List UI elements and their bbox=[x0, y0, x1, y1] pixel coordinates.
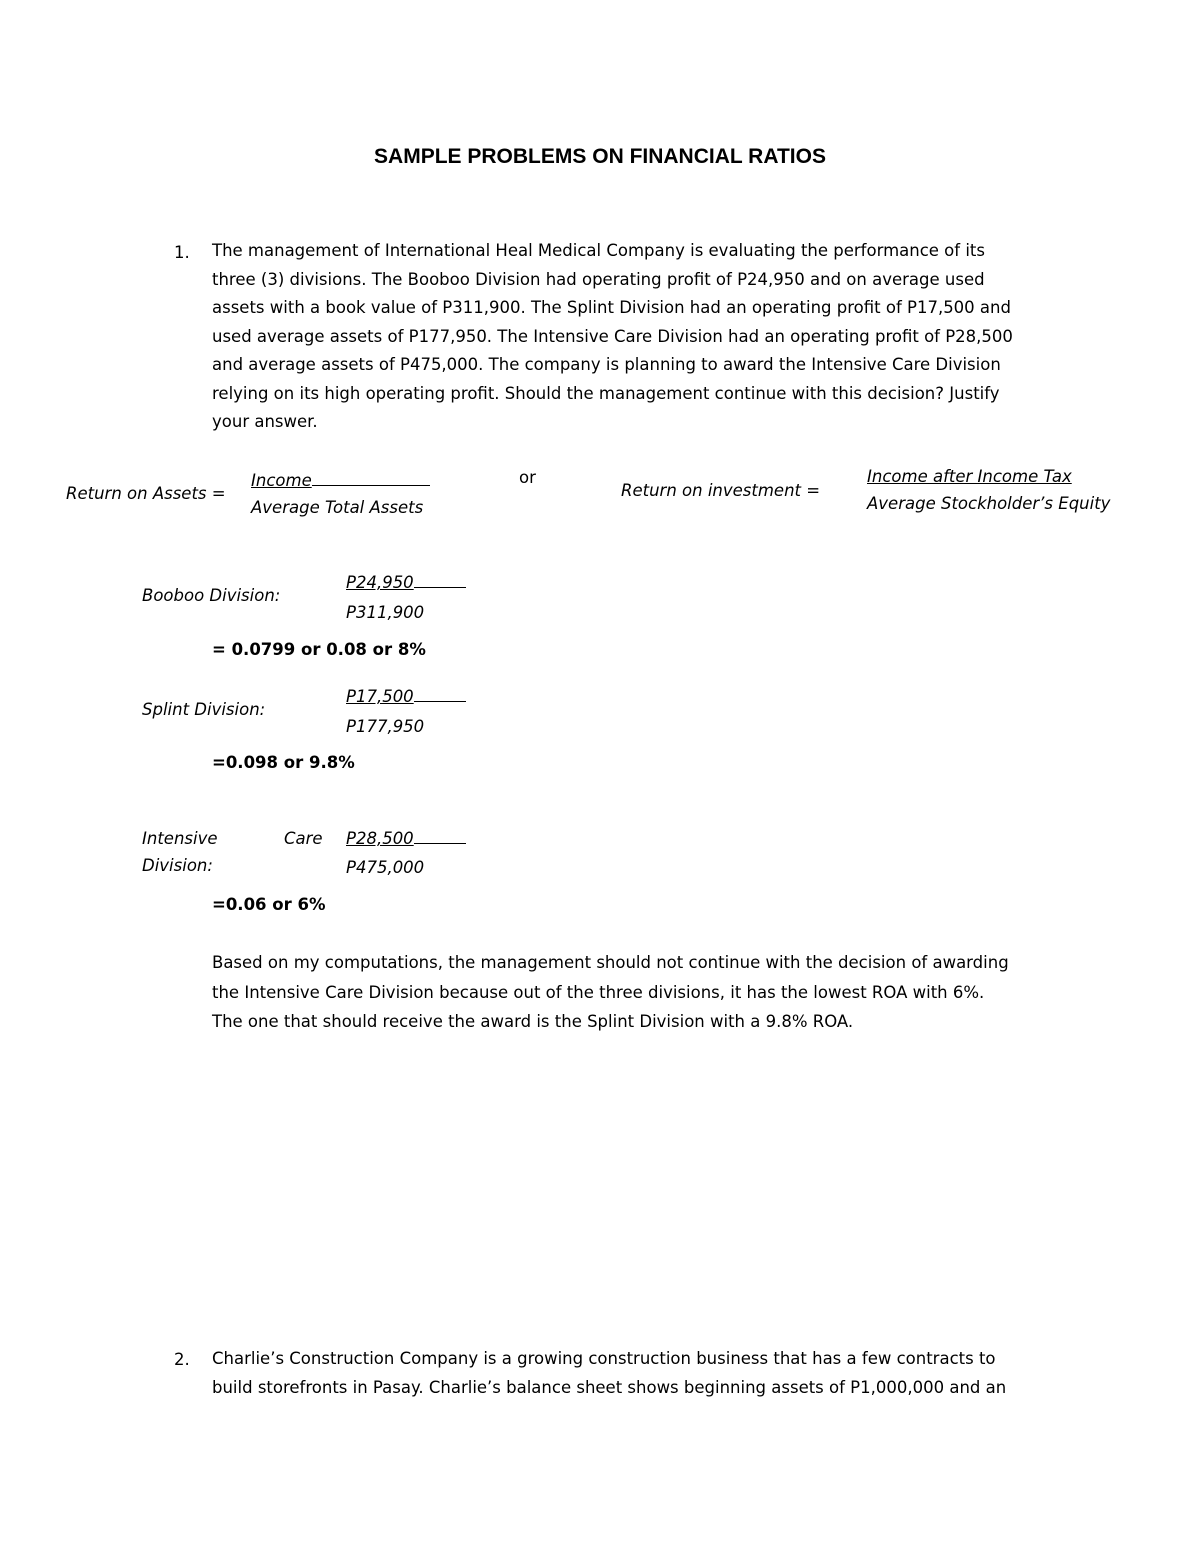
or-text: or bbox=[519, 468, 536, 487]
intensive-label-line-2: Division: bbox=[142, 856, 213, 875]
problem-2-number: 2. bbox=[174, 1350, 190, 1369]
intensive-label-word-2: Care bbox=[284, 829, 323, 848]
page-title: SAMPLE PROBLEMS ON FINANCIAL RATIOS bbox=[374, 145, 826, 168]
problem-1-line: three (3) divisions. The Booboo Division had operating profit of P24,950 and on average used bbox=[212, 269, 985, 289]
problem-1-line: and average assets of P475,000. The company is planning to award the Intensive Care Division bbox=[212, 355, 1001, 374]
splint-numerator: P17,500 bbox=[346, 687, 466, 706]
problem-2-text bbox=[212, 1345, 1072, 1402]
splint-denominator: P177,950 bbox=[346, 717, 425, 736]
problem-1-line: used average assets of P177,950. The Intensive Care Division had an operating profit of P28,500 bbox=[212, 326, 1013, 346]
roi-formula-denominator: Average Stockholder’s Equity bbox=[867, 494, 1111, 513]
conclusion-line: the Intensive Care Division because out of the three divisions, it has the lowest ROA with 6%. bbox=[212, 982, 985, 1002]
intensive-denominator: P475,000 bbox=[346, 858, 425, 877]
intensive-numerator: P28,500 bbox=[346, 829, 466, 848]
roa-formula-label: Return on Assets = bbox=[66, 484, 226, 503]
problem-1-text bbox=[212, 237, 1072, 437]
problem-2-line: Charlie’s Construction Company is a growing construction business that has a few contracts to bbox=[212, 1349, 996, 1368]
roi-formula-label: Return on investment = bbox=[621, 481, 821, 500]
splint-result: =0.098 or 9.8% bbox=[212, 753, 355, 772]
booboo-result: = 0.0799 or 0.08 or 8% bbox=[212, 640, 426, 659]
conclusion-text bbox=[212, 948, 1072, 1037]
conclusion-line: The one that should receive the award is the Splint Division with a 9.8% ROA. bbox=[212, 1012, 854, 1031]
problem-1-line: assets with a book value of P311,900. The Splint Division had an operating profit of P17,500 and bbox=[212, 298, 1011, 317]
problem-1-line: relying on its high operating profit. Should the management continue with this decision? Justify bbox=[212, 383, 1000, 403]
intensive-label-word-1: Intensive bbox=[142, 829, 218, 848]
booboo-numerator: P24,950 bbox=[346, 573, 466, 592]
problem-1-line: The management of International Heal Medical Company is evaluating the performance of its bbox=[212, 241, 985, 260]
roa-formula-numerator: Income bbox=[251, 471, 430, 490]
splint-division-label: Splint Division: bbox=[142, 700, 266, 719]
roa-formula-denominator: Average Total Assets bbox=[251, 498, 424, 517]
booboo-division-label: Booboo Division: bbox=[142, 586, 281, 605]
problem-1-line: your answer. bbox=[212, 412, 318, 431]
problem-2-line: build storefronts in Pasay. Charlie’s balance sheet shows beginning assets of P1,000,000 and an bbox=[212, 1377, 1007, 1397]
roi-formula-numerator: Income after Income Tax bbox=[867, 467, 1072, 486]
conclusion-line: Based on my computations, the management should not continue with the decision of awarding bbox=[212, 953, 1009, 972]
booboo-denominator: P311,900 bbox=[346, 603, 425, 622]
problem-1-number: 1. bbox=[174, 243, 190, 262]
intensive-result: =0.06 or 6% bbox=[212, 895, 326, 914]
